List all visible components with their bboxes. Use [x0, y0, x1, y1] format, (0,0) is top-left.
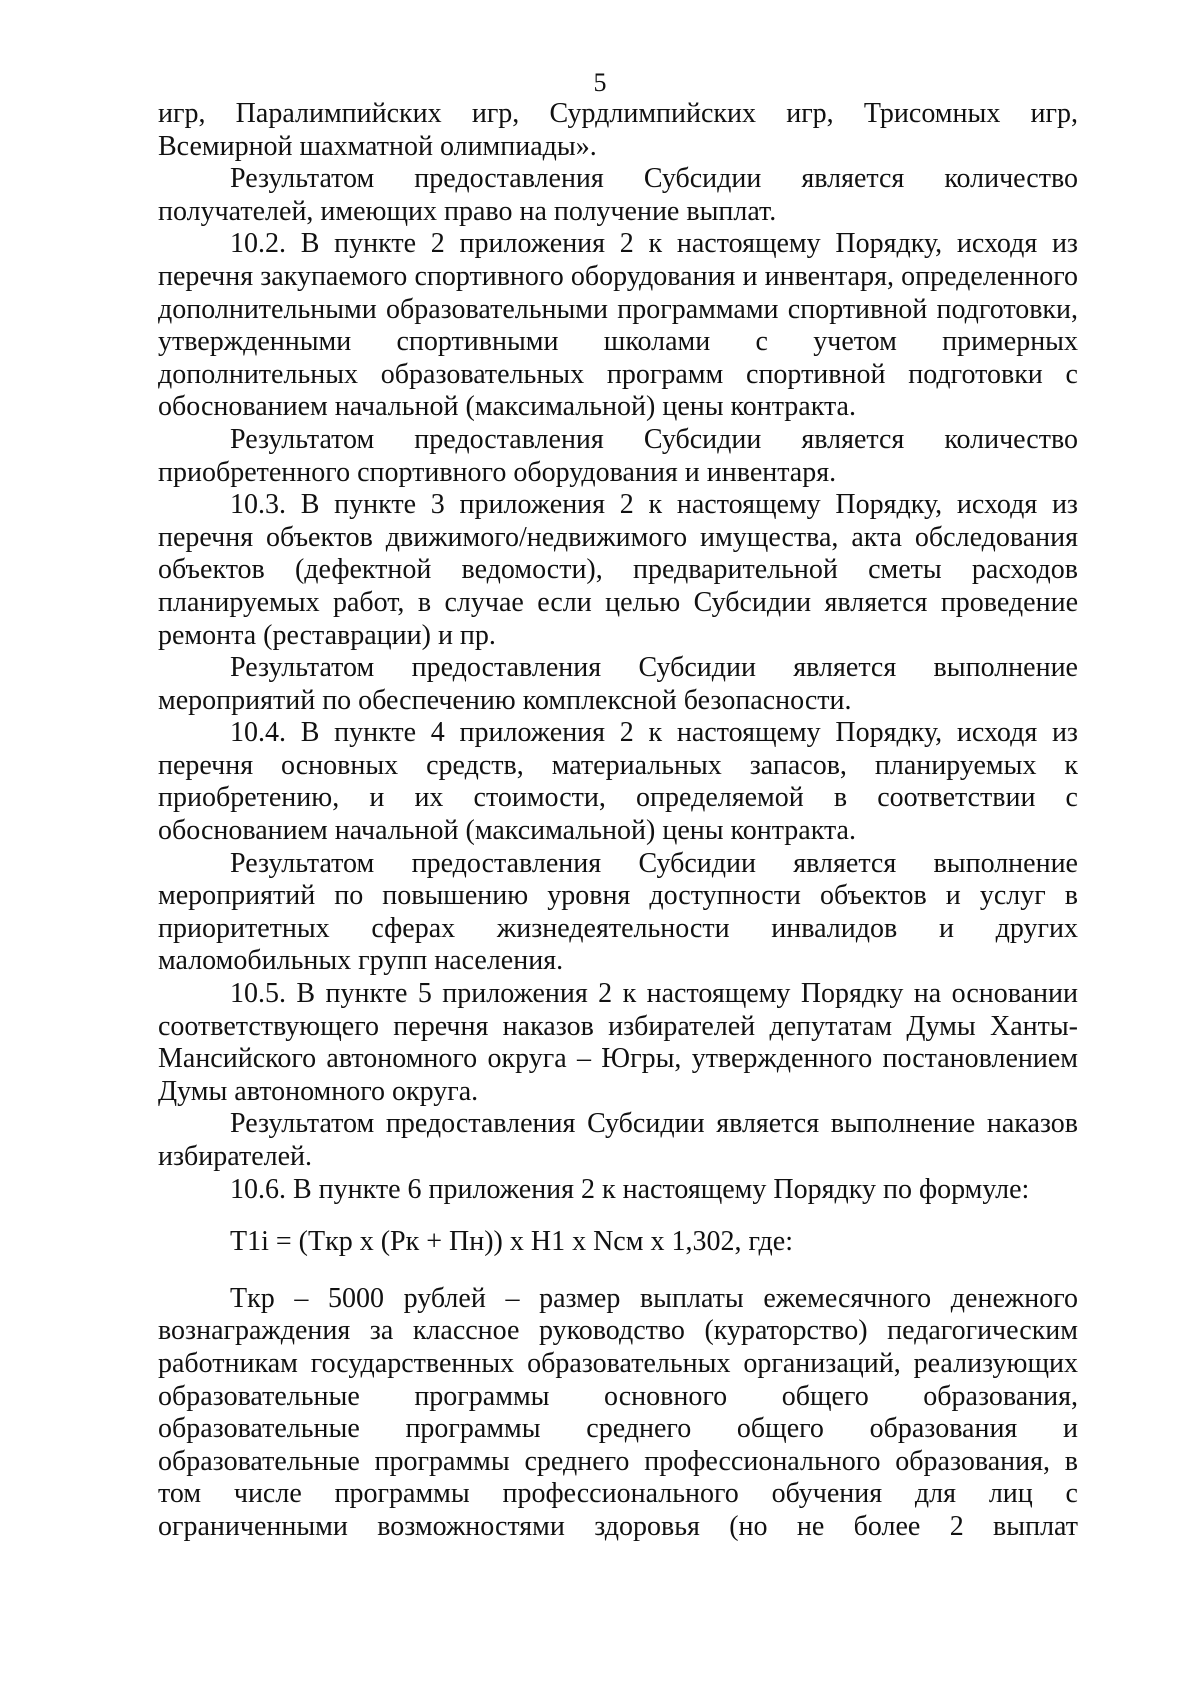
paragraph-10-4: 10.4. В пункте 4 приложения 2 к настоящему Порядку, исходя из перечня основных средств, материальных запасов, планируемых к приобретению, и их стоимости, определяемой в соответствии с обоснованием начальной (максимальной) цены контракта. — [158, 717, 1078, 847]
paragraph-10-5: 10.5. В пункте 5 приложения 2 к настоящему Порядку на основании соответствующего перечня наказов избирателей депутатам Думы Ханты-Мансийского автономного округа – Югры, утвержденного постановлением Думы автономного округа. — [158, 978, 1078, 1107]
paragraph-olympiad-continuation: игр, Паралимпийских игр, Сурдлимпийских игр, Трисомных игр, Всемирной шахматной олимпиады». — [158, 98, 1078, 162]
paragraph-10-6: 10.6. В пункте 6 приложения 2 к настоящему Порядку по формуле: — [230, 1173, 1030, 1205]
paragraph-result-mandates: Результатом предоставления Субсидии является выполнение наказов избирателей. — [158, 1108, 1078, 1172]
paragraph-result-recipients: Результатом предоставления Субсидии является количество получателей, имеющих право на получение выплат. — [158, 163, 1078, 227]
paragraph-result-security: Результатом предоставления Субсидии является выполнение мероприятий по обеспечению комплексной безопасности. — [158, 652, 1078, 716]
formula: T1i = (Tкр x (Pк + Пн)) x H1 x Nсм x 1,302, где: — [230, 1226, 793, 1258]
paragraph-result-accessibility: Результатом предоставления Субсидии является выполнение мероприятий по повышению уровня доступности объектов и услуг в приоритетных сферах жизнедеятельности инвалидов и других маломобильных групп населения. — [158, 847, 1078, 977]
paragraph-10-3: 10.3. В пункте 3 приложения 2 к настоящему Порядку, исходя из перечня объектов движимого/недвижимого имущества, акта обследования объектов (дефектной ведомости), предварительной сметы расходов планируемых работ, в случае если целью Субсидии является проведение ремонта (реставрации) и пр. — [158, 489, 1078, 651]
paragraph-10-2: 10.2. В пункте 2 приложения 2 к настоящему Порядку, исходя из перечня закупаемого спортивного оборудования и инвентаря, определенного дополнительными образовательными программами спортивной подготовки, утвержденными спортивными школами с учетом примерных дополнительных образовательных программ спортивной подготовки с обоснованием начальной (максимальной) цены контракта. — [158, 228, 1078, 423]
document-body — [158, 98, 1078, 1544]
paragraph-result-equipment: Результатом предоставления Субсидии является количество приобретенного спортивного оборудования и инвентаря. — [158, 423, 1078, 488]
paragraph-tkr-definition: Tкр – 5000 рублей – размер выплаты ежемесячного денежного вознаграждения за классное руководство (кураторство) педагогическим работникам государственных образовательных организаций, реализующих образовательные программы основного общего образования, образовательные программы среднего общего образования и образовательные программы среднего профессионального образования, в том числе программы профессионального обучения для лиц с ограниченными возможностями здоровья (но не более 2 выплат — [158, 1282, 1078, 1542]
page-number: 5 — [593, 68, 607, 97]
